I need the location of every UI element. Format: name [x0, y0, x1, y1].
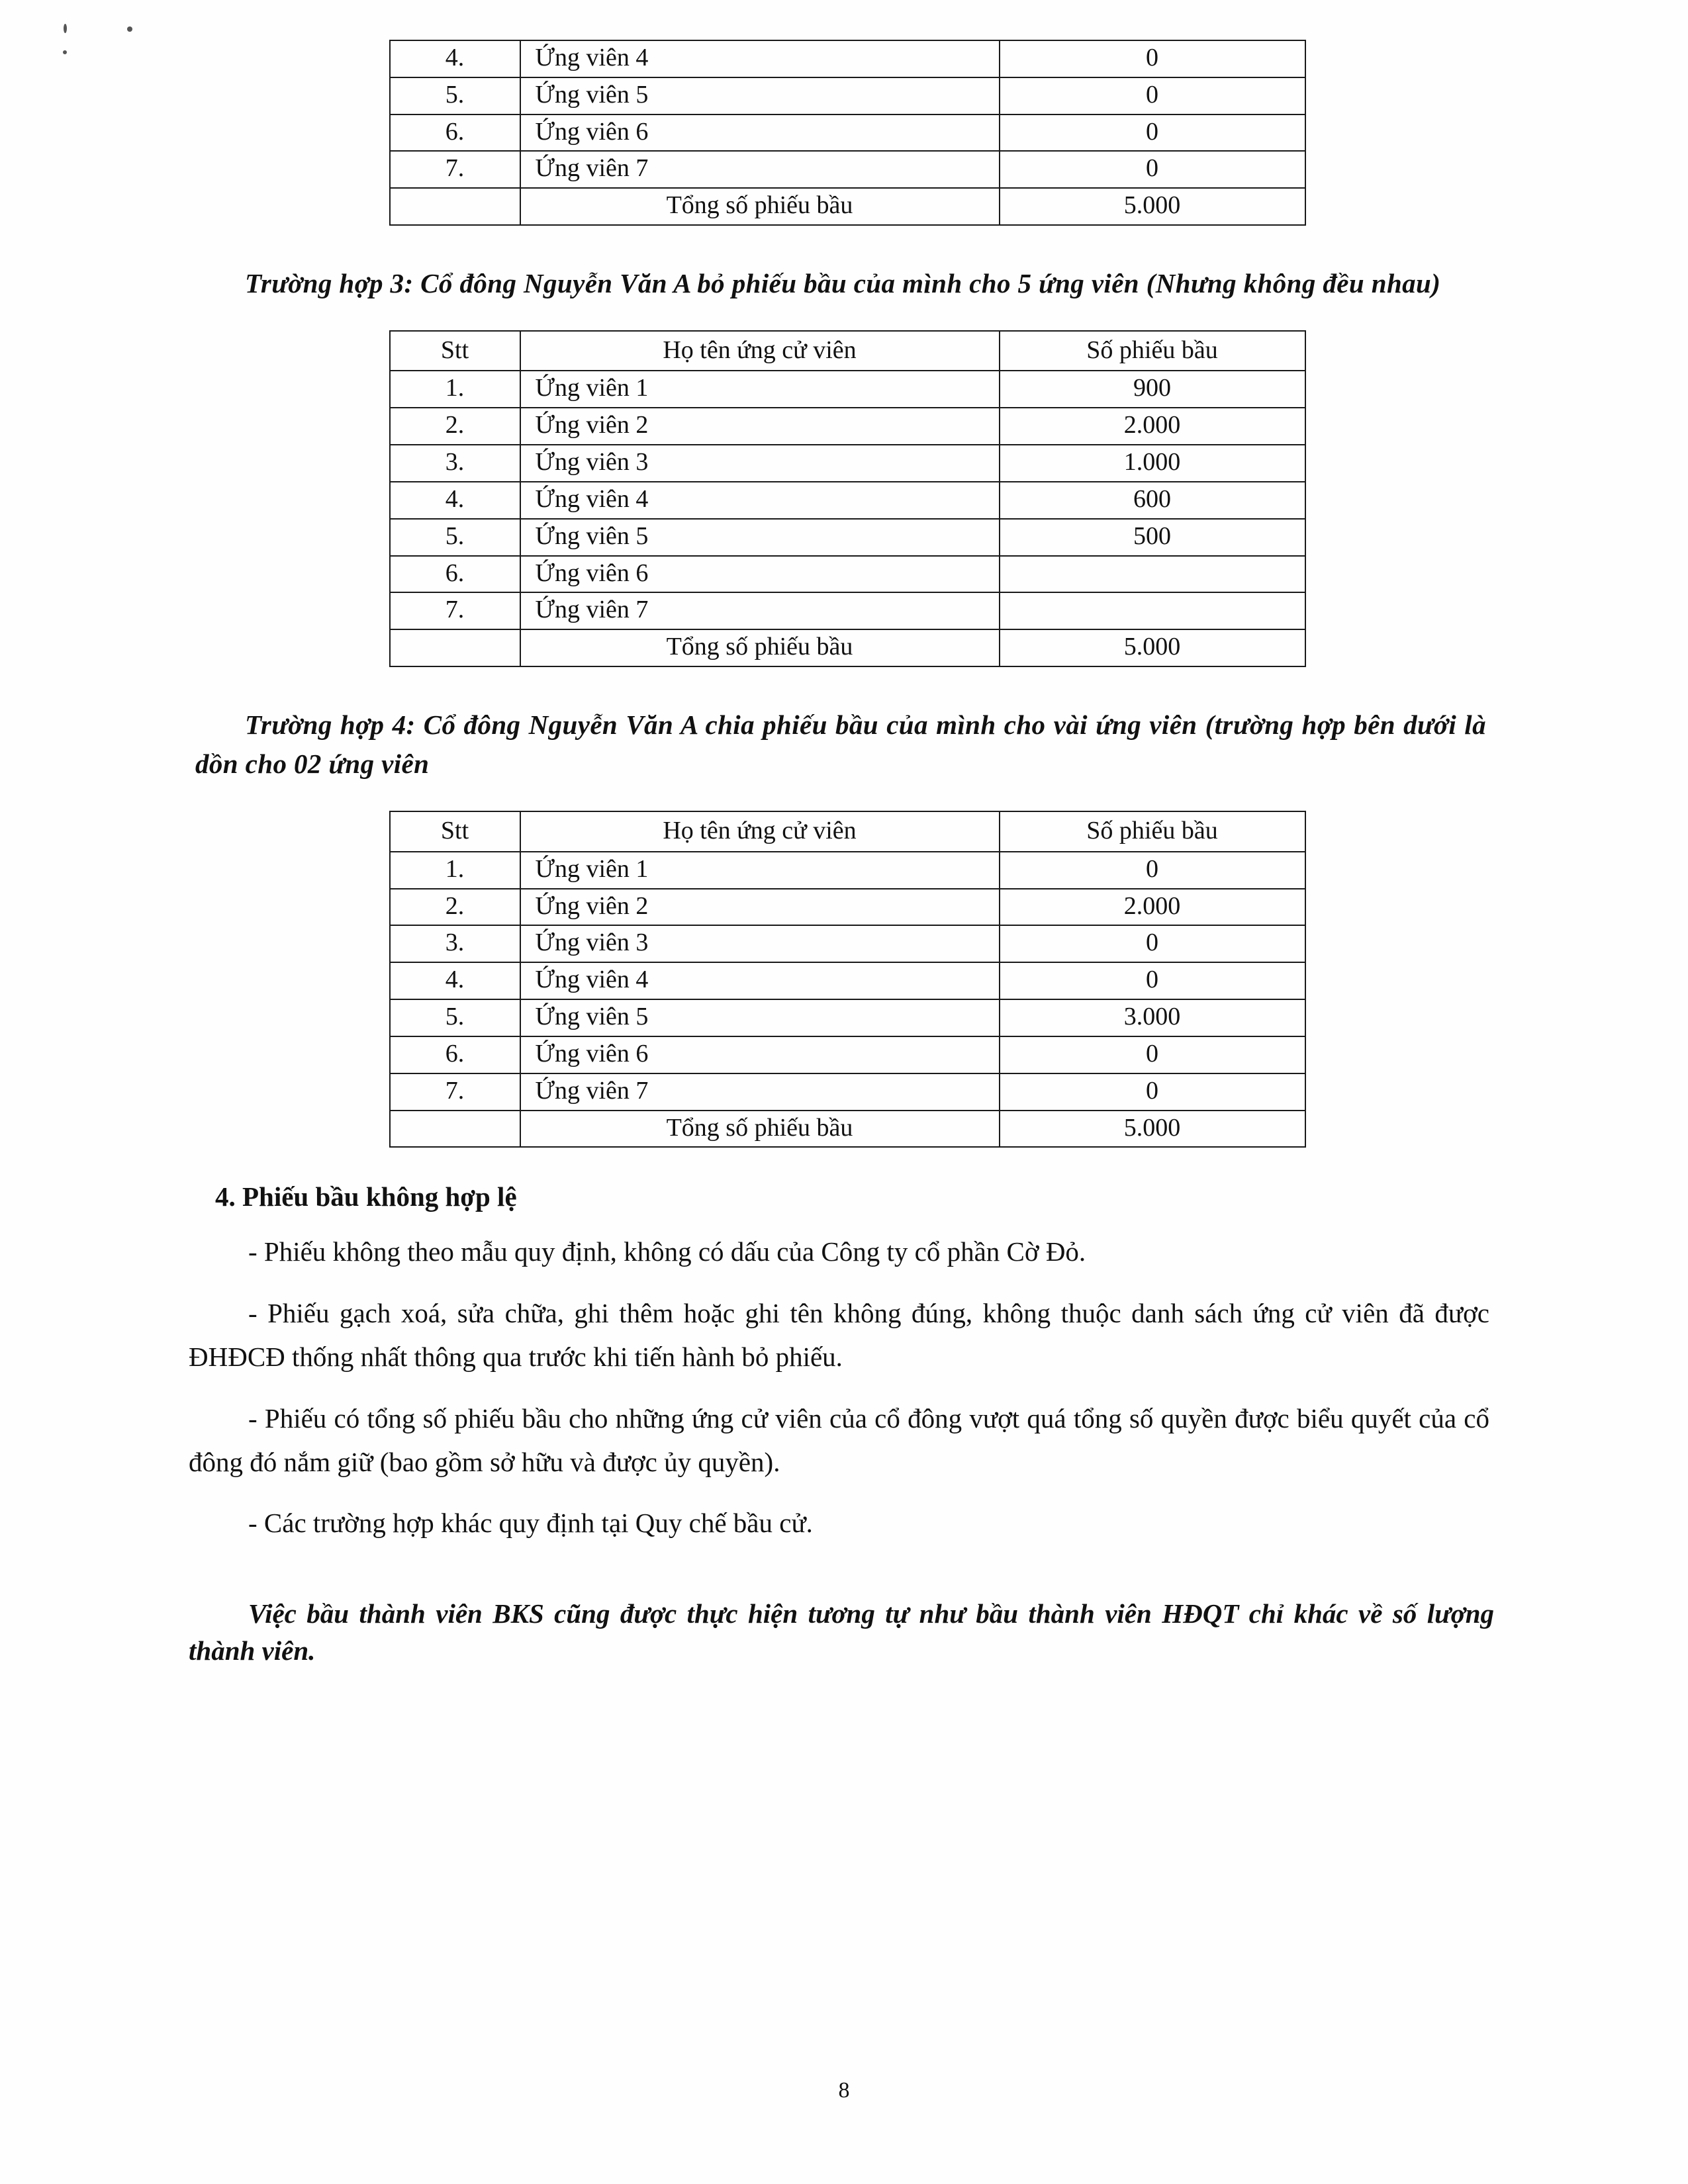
row-votes: 2.000 [1000, 889, 1305, 926]
row-votes: 1.000 [1000, 445, 1305, 482]
section-4-paragraph-1: - Phiếu không theo mẫu quy định, không có dấu của Công ty cổ phần Cờ Đỏ. [248, 1236, 1086, 1267]
row-candidate: Ứng viên 4 [520, 962, 1000, 999]
table-total-row [390, 629, 1305, 666]
row-candidate: Ứng viên 2 [520, 889, 1000, 926]
table-row [390, 852, 1305, 889]
header-votes: Số phiếu bầu [1000, 331, 1305, 371]
row-votes: 0 [1000, 852, 1305, 889]
table-row [390, 445, 1305, 482]
table-row [390, 77, 1305, 114]
row-votes: 0 [1000, 40, 1305, 77]
table-row [390, 151, 1305, 188]
row-candidate: Ứng viên 3 [520, 925, 1000, 962]
scan-speck [64, 24, 67, 33]
row-stt: 3. [390, 445, 520, 482]
row-stt: 5. [390, 519, 520, 556]
table-row [390, 925, 1305, 962]
table-row [390, 556, 1305, 593]
row-votes [1000, 592, 1305, 629]
row-stt: 6. [390, 556, 520, 593]
votes-table-case-4 [389, 811, 1306, 1148]
votes-table-partial [389, 40, 1306, 226]
table-total-row [390, 188, 1305, 225]
row-candidate: Ứng viên 4 [520, 40, 1000, 77]
table-row [390, 482, 1305, 519]
row-stt: 7. [390, 151, 520, 188]
row-votes: 0 [1000, 77, 1305, 114]
row-stt: 7. [390, 592, 520, 629]
row-candidate: Ứng viên 6 [520, 1036, 1000, 1073]
row-votes: 0 [1000, 1036, 1305, 1073]
table-row [390, 371, 1305, 408]
table-row [390, 40, 1305, 77]
row-votes: 0 [1000, 962, 1305, 999]
section-4-paragraph-3: - Phiếu có tổng số phiếu bầu cho những ứng cử viên của cổ đông vượt quá tổng số quyền được biểu quyết của cổ đông đó nắm giữ (bao gồm sở hữu và được ủy quyền). [189, 1402, 1489, 1477]
row-stt: 6. [390, 114, 520, 152]
case-3-heading: Trường hợp 3: Cổ đông Nguyễn Văn A bỏ phiếu bầu của mình cho 5 ứng viên (Nhưng không đều nhau) [245, 268, 1441, 299]
row-candidate: Ứng viên 6 [520, 556, 1000, 593]
row-candidate: Ứng viên 7 [520, 151, 1000, 188]
row-votes: 0 [1000, 1073, 1305, 1111]
closing-note: Việc bầu thành viên BKS cũng được thực hiện tương tự như bầu thành viên HĐQT chỉ khác về số lượng thành viên. [189, 1598, 1494, 1666]
row-stt: 1. [390, 371, 520, 408]
table-row [390, 999, 1305, 1036]
row-stt: 5. [390, 77, 520, 114]
row-candidate: Ứng viên 5 [520, 999, 1000, 1036]
row-stt: 2. [390, 889, 520, 926]
row-stt: 2. [390, 408, 520, 445]
row-votes: 2.000 [1000, 408, 1305, 445]
row-stt: 1. [390, 852, 520, 889]
row-votes: 3.000 [1000, 999, 1305, 1036]
scan-speck [127, 26, 132, 32]
total-blank [390, 188, 520, 225]
row-stt: 4. [390, 962, 520, 999]
scan-speck [63, 50, 67, 54]
table-header-row [390, 331, 1305, 371]
header-stt: Stt [390, 811, 520, 852]
row-stt: 4. [390, 482, 520, 519]
total-value: 5.000 [1000, 1111, 1305, 1148]
section-4-title: 4. Phiếu bầu không hợp lệ [215, 1181, 517, 1212]
document-content [189, 40, 1506, 1670]
row-candidate: Ứng viên 7 [520, 592, 1000, 629]
row-candidate: Ứng viên 7 [520, 1073, 1000, 1111]
row-candidate: Ứng viên 3 [520, 445, 1000, 482]
row-candidate: Ứng viên 2 [520, 408, 1000, 445]
header-candidate: Họ tên ứng cử viên [520, 331, 1000, 371]
total-label: Tổng số phiếu bầu [520, 1111, 1000, 1148]
section-4-paragraph-2: - Phiếu gạch xoá, sửa chữa, ghi thêm hoặc ghi tên không đúng, không thuộc danh sách ứng cử viên đã được ĐHĐCĐ thống nhất thông qua trước khi tiến hành bỏ phiếu. [189, 1297, 1489, 1373]
header-stt: Stt [390, 331, 520, 371]
section-4-paragraph-4: - Các trường hợp khác quy định tại Quy chế bầu cử. [248, 1508, 813, 1539]
total-blank [390, 629, 520, 666]
row-candidate: Ứng viên 6 [520, 114, 1000, 152]
row-votes: 0 [1000, 114, 1305, 152]
row-candidate: Ứng viên 4 [520, 482, 1000, 519]
table-row [390, 592, 1305, 629]
row-votes: 0 [1000, 925, 1305, 962]
header-candidate: Họ tên ứng cử viên [520, 811, 1000, 852]
table-header-row [390, 811, 1305, 852]
row-votes: 900 [1000, 371, 1305, 408]
row-stt: 3. [390, 925, 520, 962]
case-4-heading: Trường hợp 4: Cổ đông Nguyễn Văn A chia phiếu bầu của mình cho vài ứng viên (trường hợp bên dưới là dồn cho 02 ứng viên [195, 709, 1486, 780]
row-votes: 0 [1000, 151, 1305, 188]
table-row [390, 519, 1305, 556]
total-value: 5.000 [1000, 188, 1305, 225]
row-stt: 4. [390, 40, 520, 77]
header-votes: Số phiếu bầu [1000, 811, 1305, 852]
total-value: 5.000 [1000, 629, 1305, 666]
table-row [390, 1036, 1305, 1073]
table-row [390, 962, 1305, 999]
total-label: Tổng số phiếu bầu [520, 629, 1000, 666]
row-candidate: Ứng viên 5 [520, 519, 1000, 556]
row-candidate: Ứng viên 1 [520, 852, 1000, 889]
votes-table-case-3 [389, 330, 1306, 667]
table-row [390, 114, 1305, 152]
row-votes: 500 [1000, 519, 1305, 556]
row-votes: 600 [1000, 482, 1305, 519]
total-blank [390, 1111, 520, 1148]
row-stt: 6. [390, 1036, 520, 1073]
row-candidate: Ứng viên 1 [520, 371, 1000, 408]
table-row [390, 1073, 1305, 1111]
row-votes [1000, 556, 1305, 593]
row-stt: 5. [390, 999, 520, 1036]
table-total-row [390, 1111, 1305, 1148]
row-stt: 7. [390, 1073, 520, 1111]
row-candidate: Ứng viên 5 [520, 77, 1000, 114]
table-row [390, 408, 1305, 445]
page-number: 8 [838, 2078, 850, 2103]
table-row [390, 889, 1305, 926]
total-label: Tổng số phiếu bầu [520, 188, 1000, 225]
